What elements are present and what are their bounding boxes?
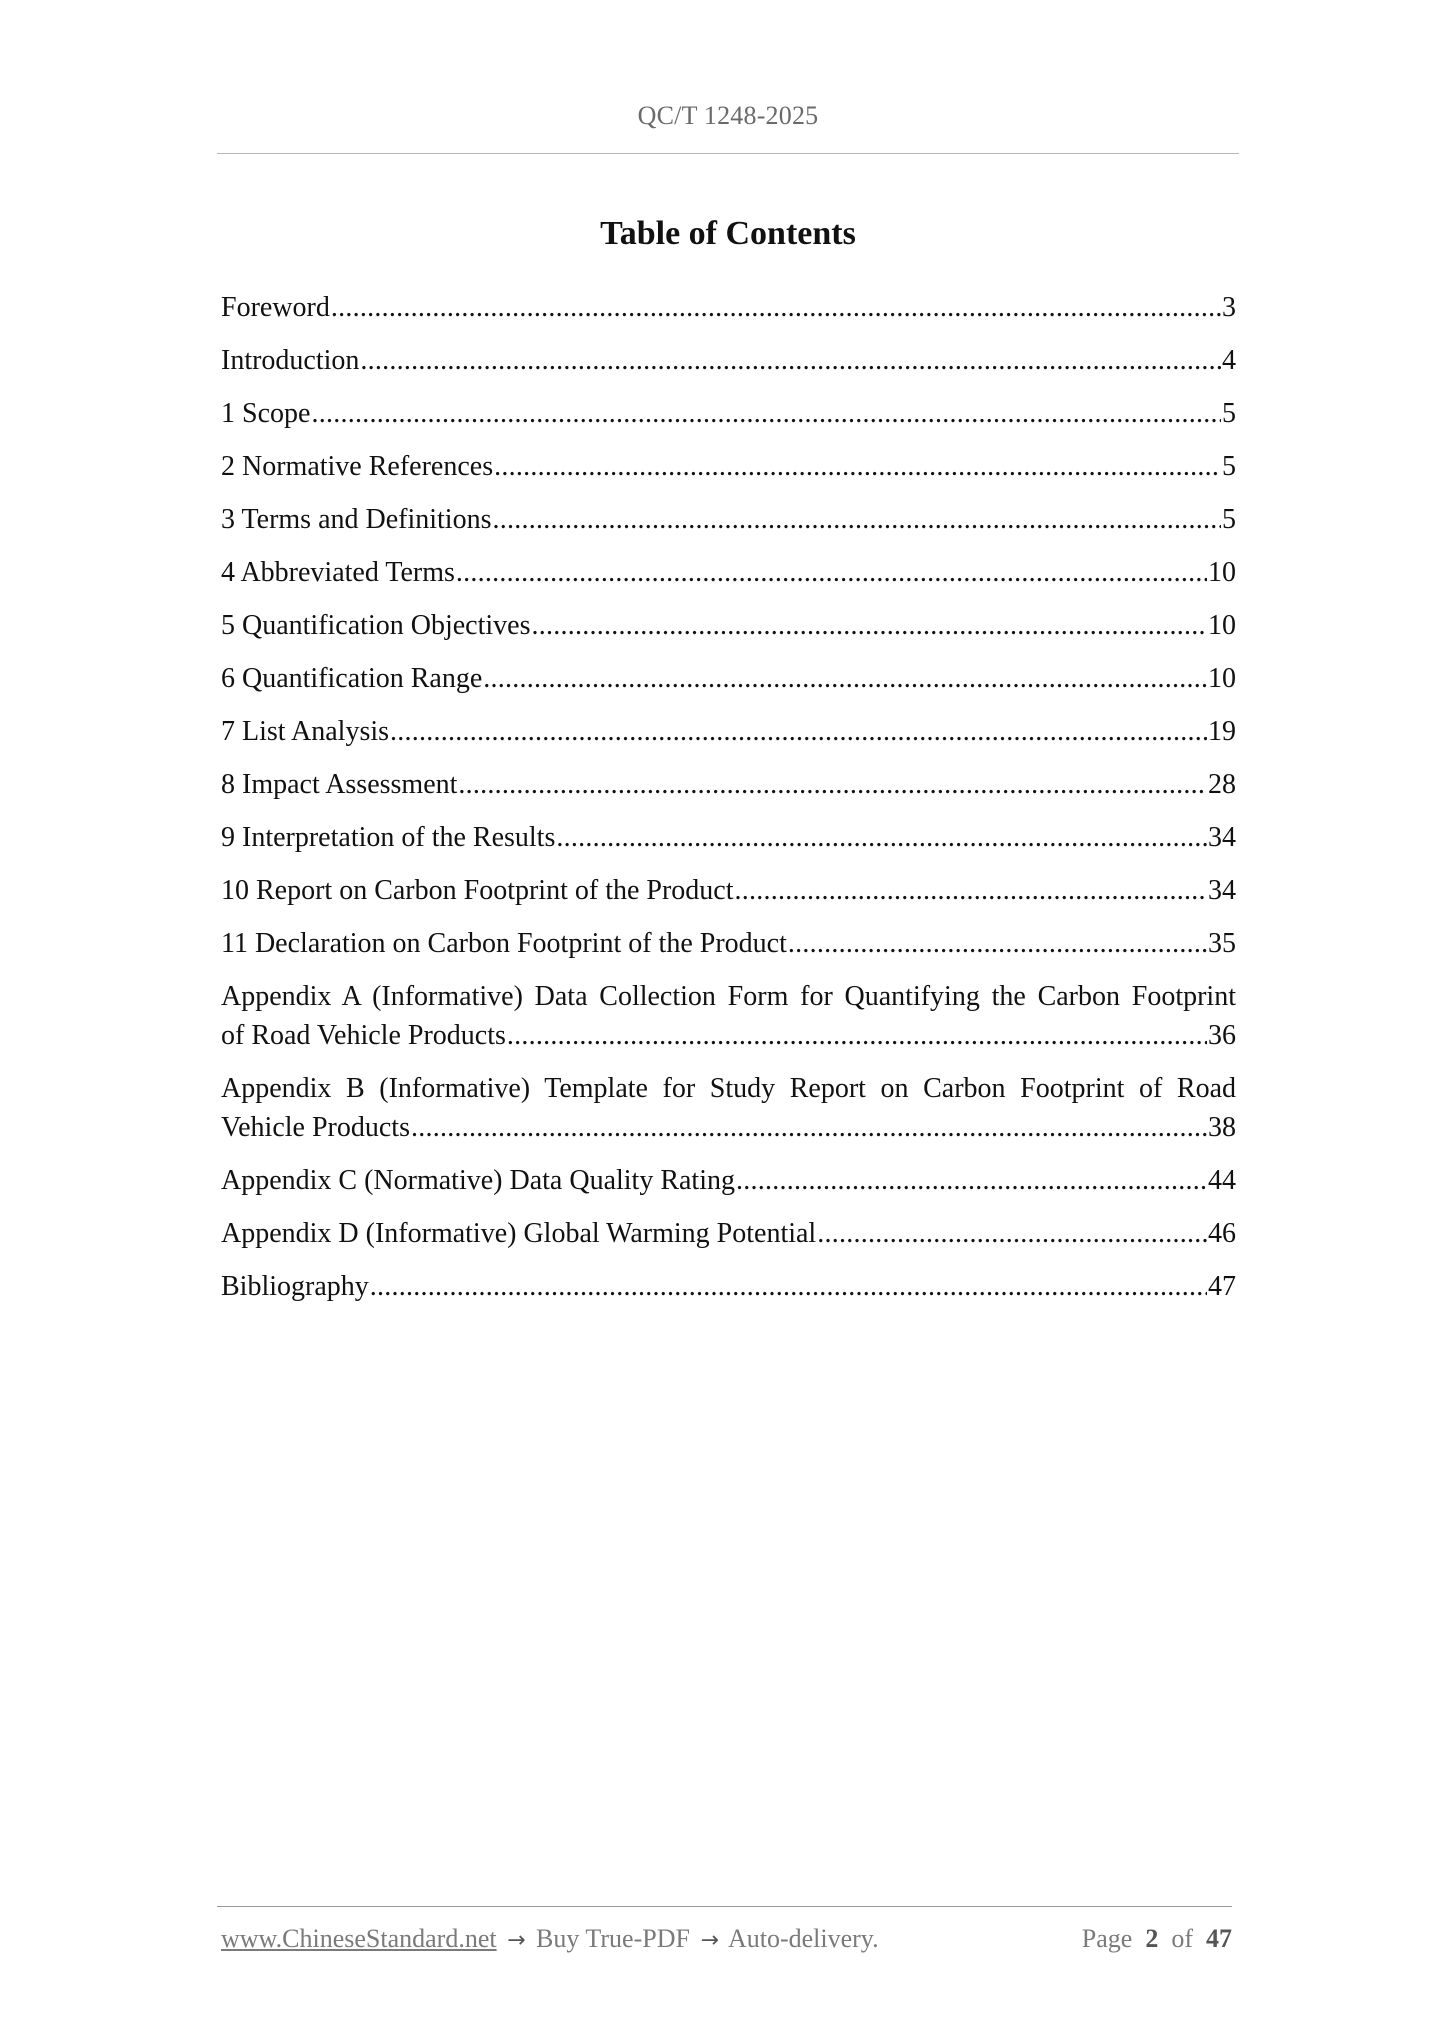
toc-entry-label: 1 Scope bbox=[221, 398, 311, 429]
dot-leader bbox=[735, 871, 1207, 910]
toc-entry-page: 10 bbox=[1208, 663, 1236, 694]
toc-entry-page: 5 bbox=[1222, 398, 1236, 429]
toc-entry-label: Foreword bbox=[221, 292, 330, 323]
toc-entry-appendix-b[interactable] bbox=[221, 1069, 1236, 1161]
toc-entry-page: 10 bbox=[1208, 610, 1236, 641]
toc-entry-page: 3 bbox=[1222, 292, 1236, 323]
toc-entry-appendix-c[interactable] bbox=[221, 1161, 1236, 1214]
toc-entry-label: 11 Declaration on Carbon Footprint of the Product bbox=[221, 928, 787, 959]
toc-entry-appendix-a[interactable] bbox=[221, 977, 1236, 1069]
toc-entry-list-analysis[interactable] bbox=[221, 712, 1236, 765]
toc-entry-appendix-d[interactable] bbox=[221, 1214, 1236, 1267]
toc-entry-page: 10 bbox=[1208, 557, 1236, 588]
table-of-contents bbox=[221, 288, 1236, 1320]
dot-leader bbox=[531, 606, 1207, 645]
dot-leader bbox=[736, 1161, 1207, 1200]
toc-entry-label-line1: Appendix B (Informative) Template for Study Report on Carbon Footprint of Road bbox=[221, 1073, 1236, 1104]
toc-entry-foreword[interactable] bbox=[221, 288, 1236, 341]
page-counter bbox=[1082, 1924, 1232, 1954]
dot-leader bbox=[494, 447, 1221, 486]
header-divider bbox=[217, 153, 1239, 154]
toc-entry-abbreviated-terms[interactable] bbox=[221, 553, 1236, 606]
dot-leader bbox=[331, 288, 1221, 327]
toc-entry-declaration-carbon-footprint[interactable] bbox=[221, 924, 1236, 977]
toc-entry-page: 34 bbox=[1208, 822, 1236, 853]
toc-entry-label: 9 Interpretation of the Results bbox=[221, 822, 556, 853]
toc-entry-label-line1: Appendix A (Informative) Data Collection Form for Quantifying the Carbon Footprint bbox=[221, 981, 1236, 1012]
toc-entry-label: 2 Normative References bbox=[221, 451, 494, 482]
dot-leader bbox=[456, 553, 1207, 592]
toc-entry-page: 44 bbox=[1208, 1165, 1236, 1196]
dot-leader bbox=[411, 1108, 1207, 1147]
toc-entry-label: Bibliography bbox=[221, 1271, 369, 1302]
footer-divider bbox=[217, 1906, 1232, 1907]
toc-title: Table of Contents bbox=[600, 215, 856, 252]
toc-entry-label: 6 Quantification Range bbox=[221, 663, 483, 694]
dot-leader bbox=[507, 1016, 1207, 1055]
toc-entry-page: 38 bbox=[1208, 1112, 1236, 1143]
toc-entry-label: 4 Abbreviated Terms bbox=[221, 557, 455, 588]
toc-entry-page: 36 bbox=[1208, 1020, 1236, 1051]
dot-leader bbox=[360, 341, 1221, 380]
toc-entry-page: 34 bbox=[1208, 875, 1236, 906]
dot-leader bbox=[492, 500, 1221, 539]
dot-leader bbox=[370, 1267, 1207, 1306]
dot-leader bbox=[458, 765, 1207, 804]
toc-entry-label: 10 Report on Carbon Footprint of the Product bbox=[221, 875, 734, 906]
buy-text: Buy True-PDF bbox=[536, 1924, 690, 1953]
dot-leader bbox=[788, 924, 1207, 963]
toc-entry-terms-definitions[interactable] bbox=[221, 500, 1236, 553]
toc-entry-quantification-objectives[interactable] bbox=[221, 606, 1236, 659]
toc-entry-page: 47 bbox=[1208, 1271, 1236, 1302]
toc-entry-quantification-range[interactable] bbox=[221, 659, 1236, 712]
toc-entry-introduction[interactable] bbox=[221, 341, 1236, 394]
toc-entry-label: 8 Impact Assessment bbox=[221, 769, 458, 800]
toc-entry-interpretation-results[interactable] bbox=[221, 818, 1236, 871]
toc-entry-page: 19 bbox=[1208, 716, 1236, 747]
toc-entry-label: Appendix D (Informative) Global Warming Potential bbox=[221, 1218, 817, 1249]
footer-promo bbox=[221, 1924, 879, 1954]
toc-entry-page: 5 bbox=[1222, 451, 1236, 482]
toc-entry-report-carbon-footprint[interactable] bbox=[221, 871, 1236, 924]
toc-entry-label: 5 Quantification Objectives bbox=[221, 610, 531, 641]
toc-entry-scope[interactable] bbox=[221, 394, 1236, 447]
dot-leader bbox=[556, 818, 1207, 857]
of-word: of bbox=[1171, 1924, 1193, 1953]
dot-leader bbox=[483, 659, 1207, 698]
site-link[interactable]: www.ChineseStandard.net bbox=[221, 1924, 497, 1953]
toc-entry-page: 35 bbox=[1208, 928, 1236, 959]
page-word: Page bbox=[1081, 1924, 1133, 1953]
toc-entry-normative-references[interactable] bbox=[221, 447, 1236, 500]
toc-entry-label-line2: of Road Vehicle Products bbox=[221, 1020, 506, 1051]
toc-entry-label: Introduction bbox=[221, 345, 360, 376]
arrow-right-icon: → bbox=[507, 1928, 526, 1953]
toc-entry-page: 4 bbox=[1222, 345, 1236, 376]
toc-entry-impact-assessment[interactable] bbox=[221, 765, 1236, 818]
toc-entry-page: 5 bbox=[1222, 504, 1236, 535]
dot-leader bbox=[817, 1214, 1207, 1253]
dot-leader bbox=[390, 712, 1207, 751]
page-header: QC/T 1248-2025 bbox=[637, 101, 819, 130]
dot-leader bbox=[311, 394, 1221, 433]
toc-entry-label: 7 List Analysis bbox=[221, 716, 390, 747]
delivery-text: Auto-delivery. bbox=[727, 1924, 879, 1953]
toc-entry-page: 46 bbox=[1208, 1218, 1236, 1249]
arrow-right-icon: → bbox=[700, 1928, 719, 1953]
page-current: 2 bbox=[1145, 1924, 1159, 1953]
page-total: 47 bbox=[1206, 1924, 1232, 1953]
toc-entry-page: 28 bbox=[1208, 769, 1236, 800]
toc-entry-bibliography[interactable] bbox=[221, 1267, 1236, 1320]
toc-entry-label-line2: Vehicle Products bbox=[221, 1112, 410, 1143]
toc-entry-label: Appendix C (Normative) Data Quality Rating bbox=[221, 1165, 735, 1196]
toc-entry-label: 3 Terms and Definitions bbox=[221, 504, 492, 535]
